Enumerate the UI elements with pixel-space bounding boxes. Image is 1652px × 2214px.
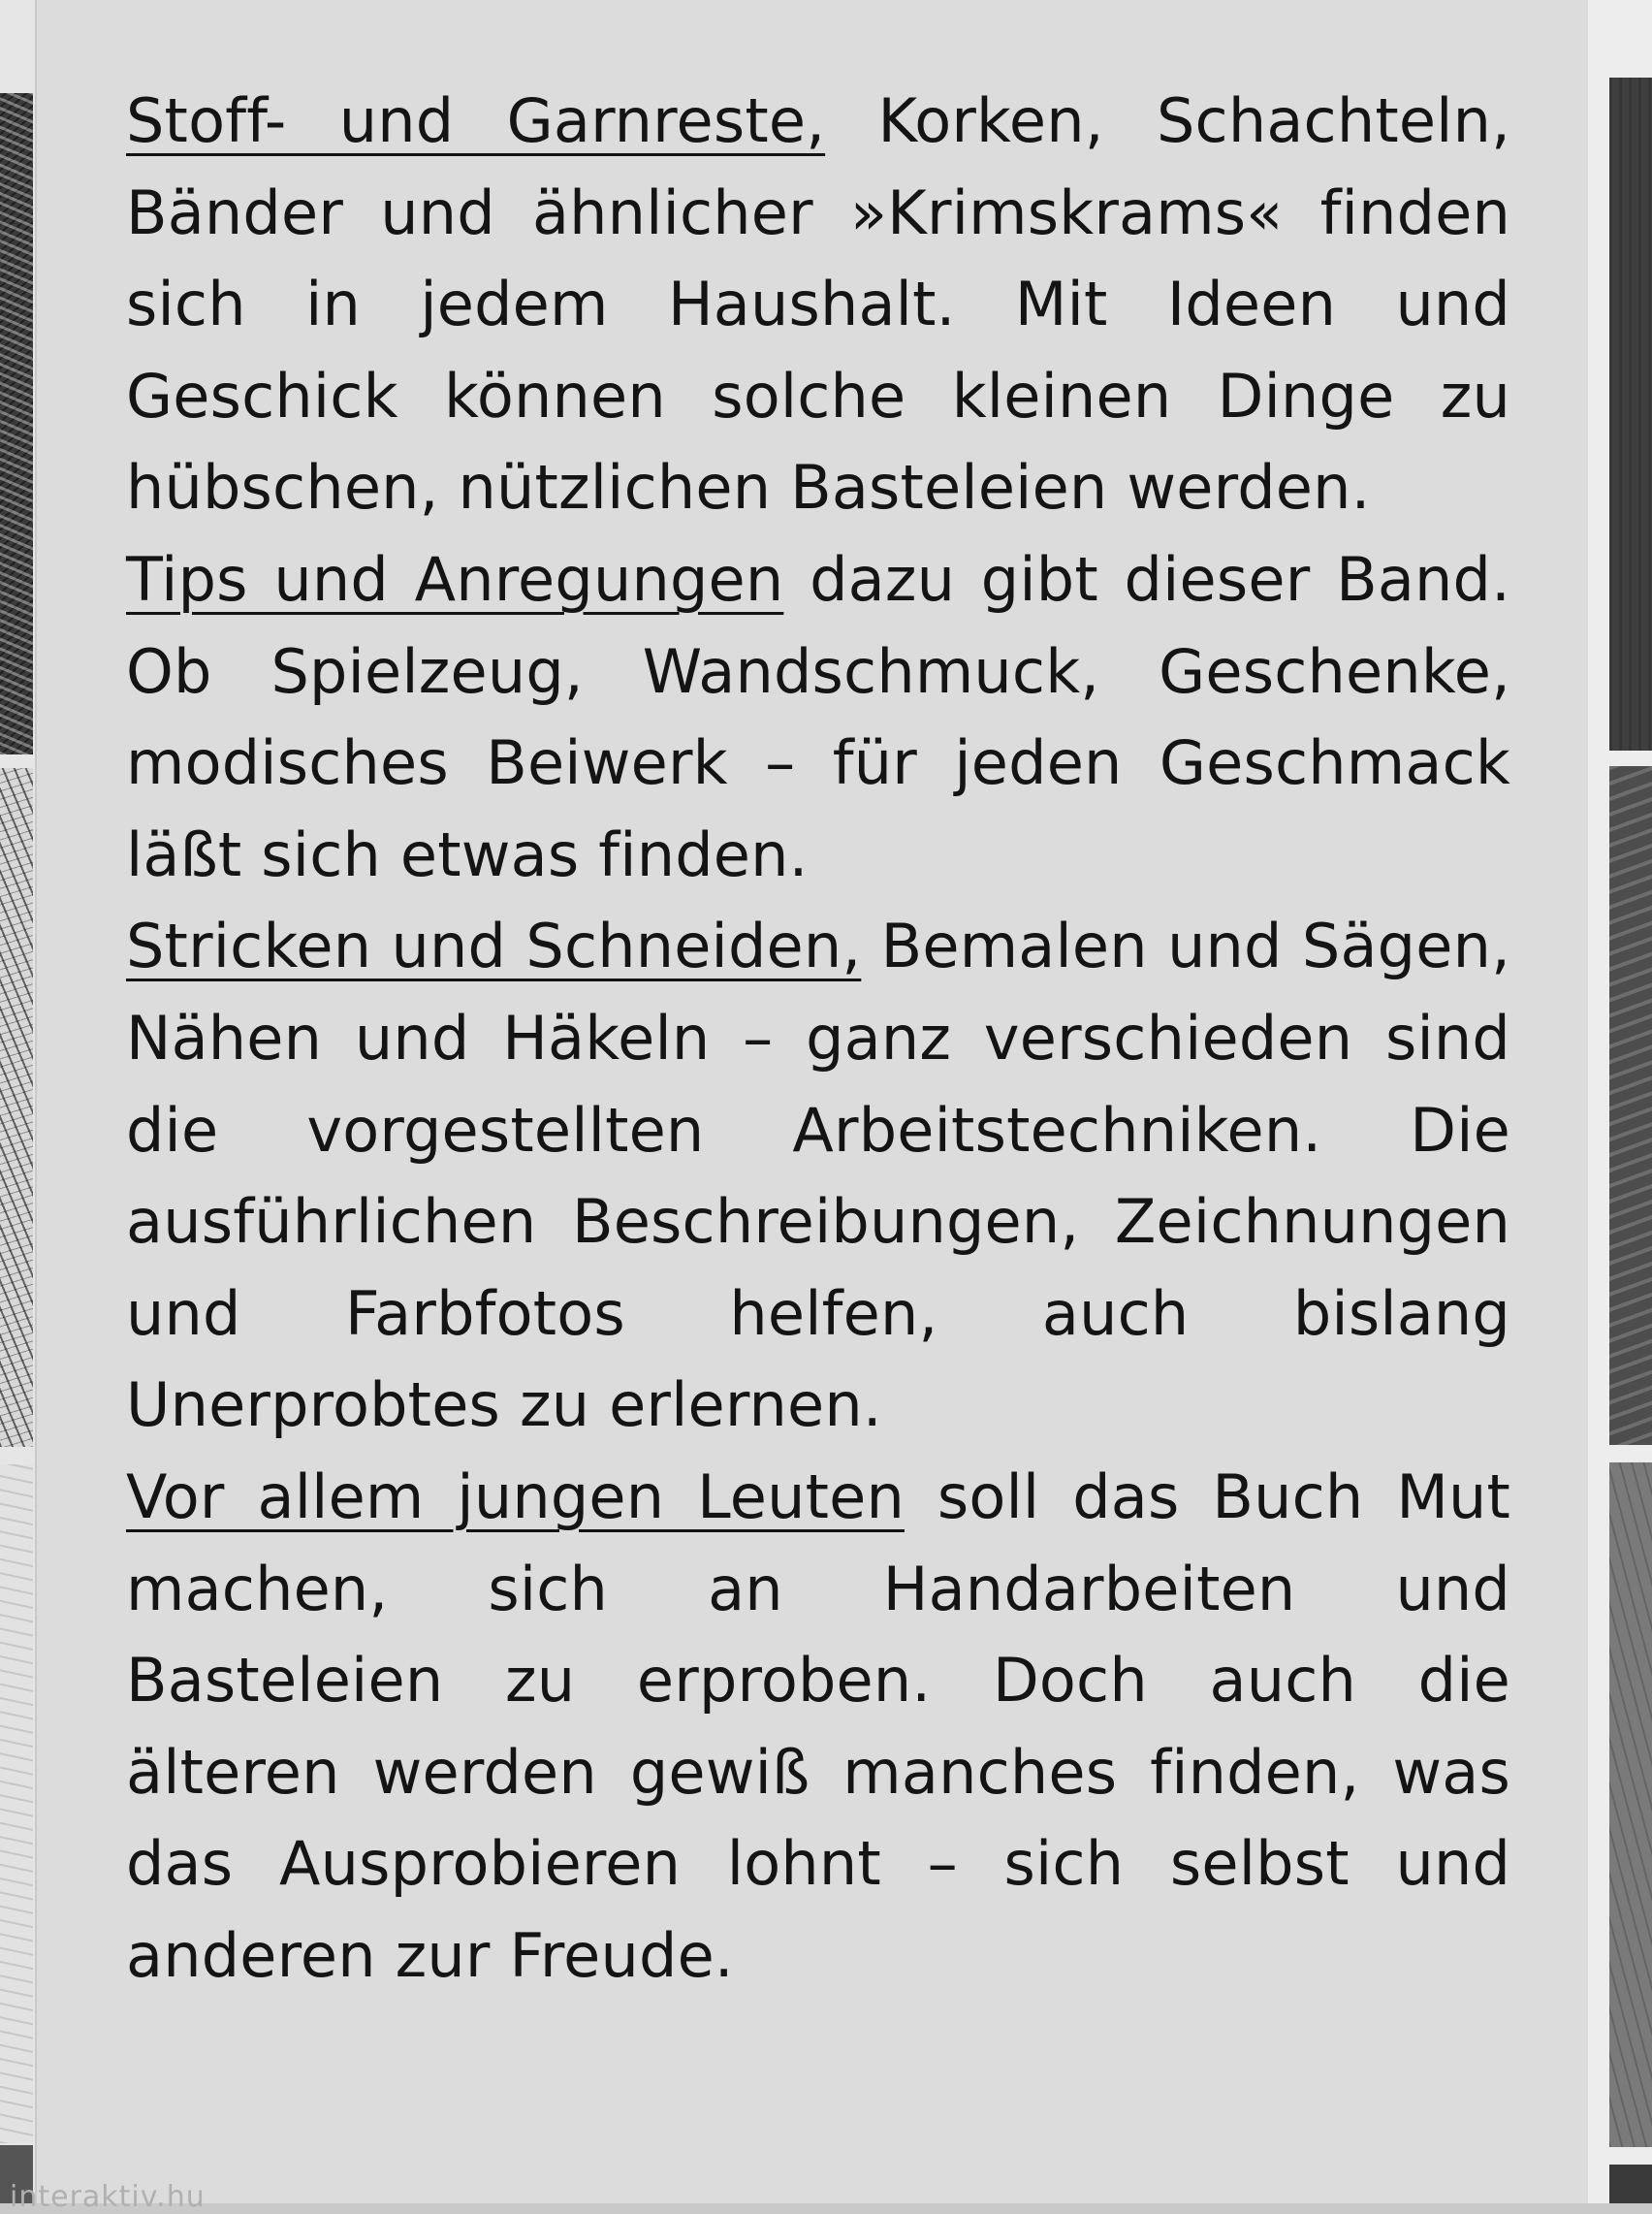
photo-light [0,1464,33,2143]
paragraph-materials [126,76,1510,534]
paragraph-lead: Stricken und Schneiden, [126,911,862,982]
photo-dark [1609,78,1652,751]
paragraph-lead: Vor allem jungen Leuten [126,1460,905,1532]
photo-branches [0,768,33,1447]
paragraph-body: dazu gibt dieser Band. Ob Spielzeug, Wandschmuck, Geschenke, modisches Beiwerk – für jeden Geschmack läßt sich etwas finden. [126,543,1511,890]
photo-mid [1609,766,1652,1445]
paragraph-lead: Stoff- und Garnreste, [126,85,826,156]
paragraph-body: Korken, Schachteln, Bänder und ähnlicher »Krimskrams« finden sich in jedem Haushalt. Mit Ideen und Geschick können solche kleinen Dinge zu hübschen, nützlichen Basteleien werden. [126,85,1510,524]
photo-grey [1609,1462,1652,2147]
left-photo-strip [0,0,35,2203]
photo-bottom-right [1609,2165,1652,2203]
paragraph-techniques [126,901,1510,1452]
photo-foliage [0,93,33,754]
blurb-text [126,76,1510,2002]
paragraph-young-people [126,1452,1510,2003]
paragraph-lead: Tips und Anregungen [126,543,784,615]
right-photo-strip [1588,0,1652,2203]
paragraph-body: soll das Buch Mut machen, sich an Handarbeiten und Basteleien zu erproben. Doch auch die älteren werden gewiß manches finden, was das Ausprobieren lohnt – sich selbst und anderen zur Freude. [126,1460,1511,1991]
paragraph-tips [126,534,1510,901]
paragraph-body: Bemalen und Sägen, Nähen und Häkeln – ganz verschieden sind die vorgestellten Arbeitstechniken. Die ausführlichen Beschreibungen, Zeichnungen und Farbfotos helfen, auch bislang Unerprobtes zu erlernen. [126,911,1510,1441]
watermark: interaktiv.hu [10,2180,206,2214]
